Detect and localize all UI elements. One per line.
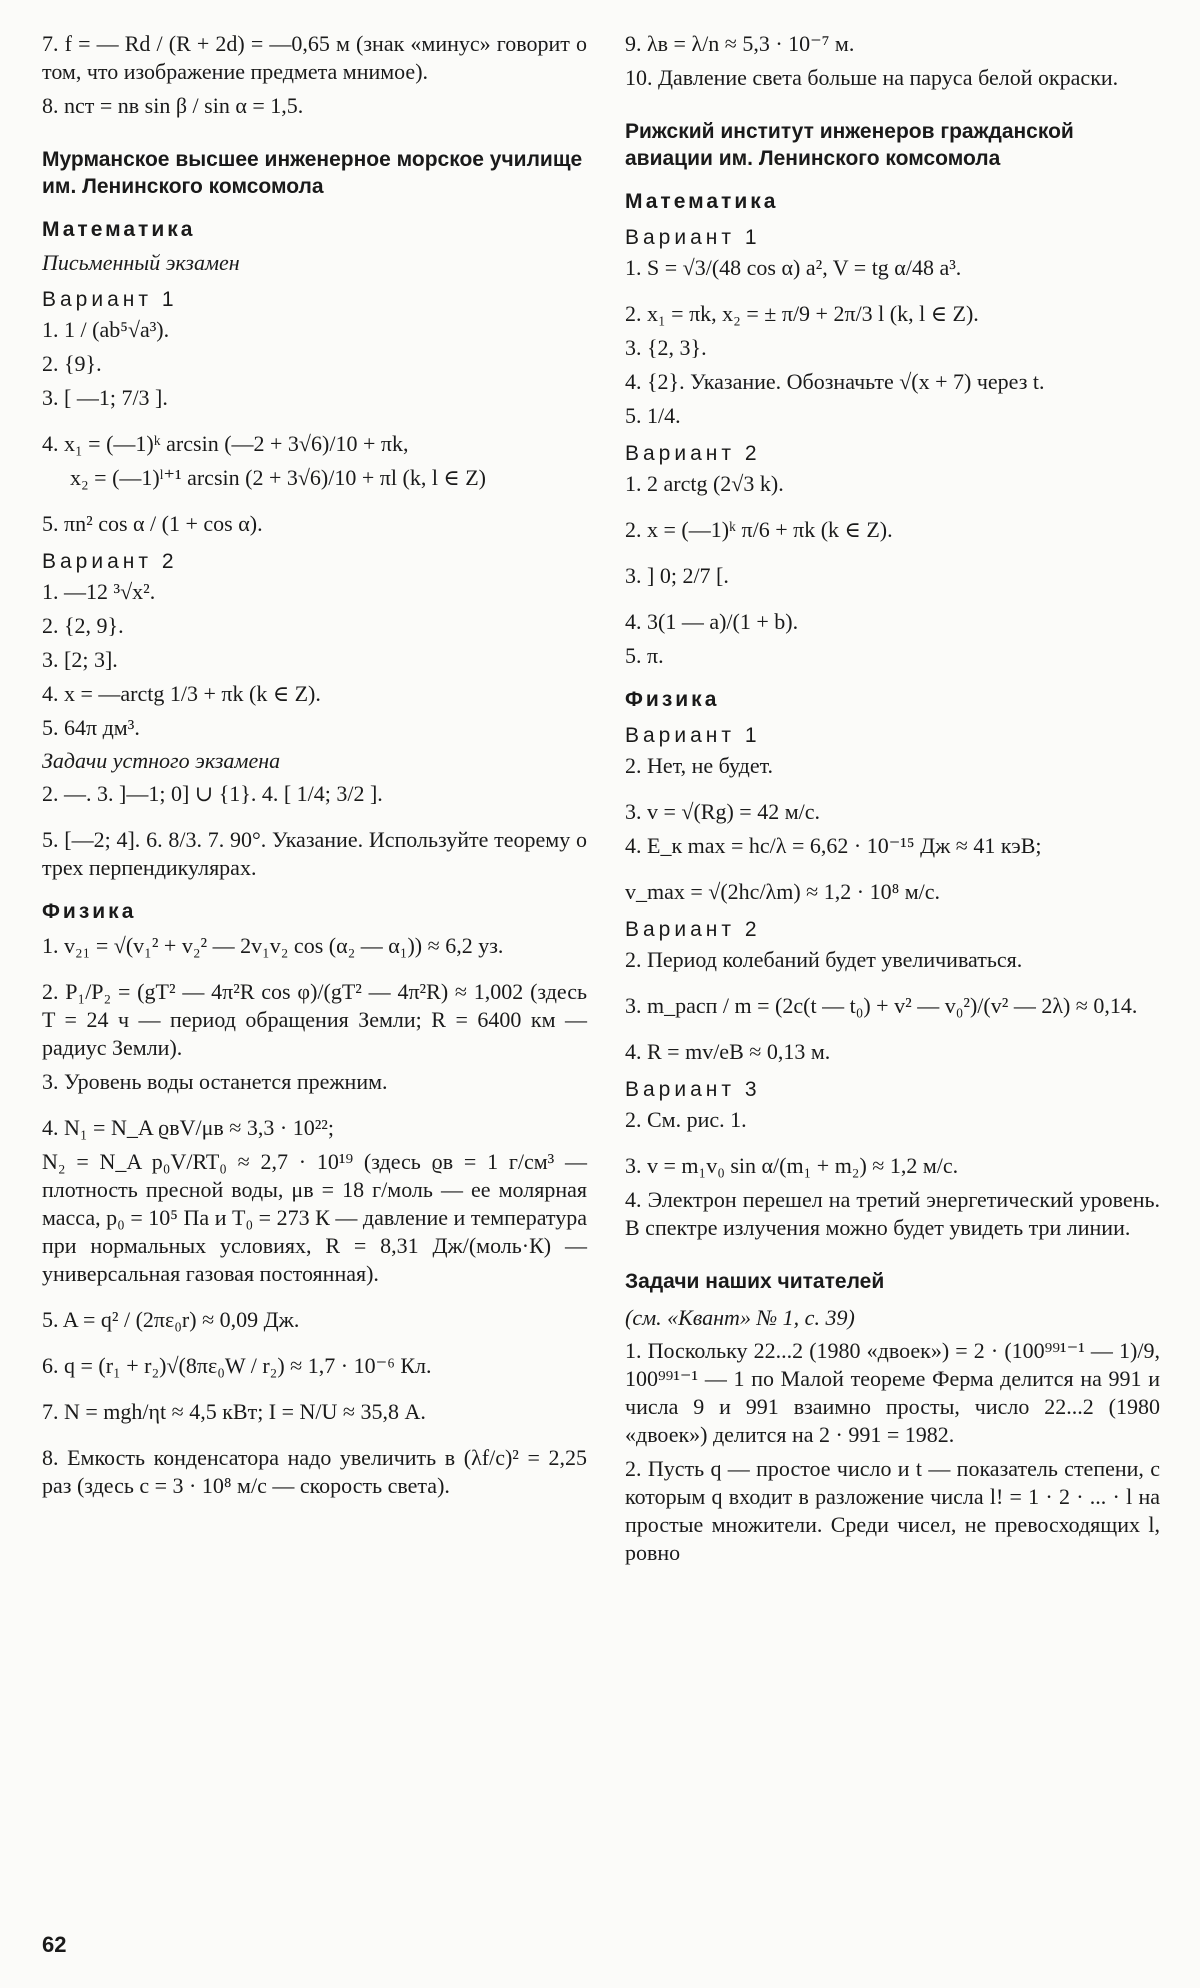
answer-line: x₂ = (—1)ˡ⁺¹ arcsin (2 + 3√6)/10 + πl (k, l ∈ Z) xyxy=(70,465,486,490)
answer-line: 3. Уровень воды останется прежним. xyxy=(42,1069,388,1094)
variant-label: Вариант 3 xyxy=(625,1078,761,1101)
answer-line: 4. x₁ = (—1)ᵏ arcsin (—2 + 3√6)/10 + πk, xyxy=(42,431,409,456)
right-column xyxy=(625,30,1160,1573)
answer-line: 3. v = √(Rg) = 42 м/с. xyxy=(625,799,821,824)
answer-line: 2. —. 3. ]—1; 0] ∪ {1}. 4. [ 1/4; 3/2 ]. xyxy=(42,781,383,806)
answer-line: 3. {2, 3}. xyxy=(625,335,707,360)
answer-line: 2. Нет, не будет. xyxy=(625,753,774,778)
variant-label: Вариант 2 xyxy=(625,918,761,941)
answer-line: 4. x = —arctg 1/3 + πk (k ∈ Z). xyxy=(42,681,321,706)
answer-line: 2. См. рис. 1. xyxy=(625,1107,747,1132)
answer-line: 2. P₁/P₂ = (gT² — 4π²R cos φ)/(gT² — 4π²R) ≈ 1,002 (здесь T = 24 ч — период обращения Земли; R = 6400 км — радиус Земли). xyxy=(42,979,587,1060)
answer-line: 7. N = mgh/ηt ≈ 4,5 кВт; I = N/U ≈ 35,8 А. xyxy=(42,1399,426,1424)
answer-line: 5. A = q² / (2πε₀r) ≈ 0,09 Дж. xyxy=(42,1307,300,1332)
variant-label: Вариант 2 xyxy=(42,550,178,573)
variant-label: Вариант 1 xyxy=(42,288,178,311)
answer-line: 4. Электрон перешел на третий энергетический уровень. В спектре излучения можно будет увидеть три линии. xyxy=(625,1187,1160,1240)
institute-title: Рижский институт инженеров гражданской авиации им. Ленинского комсомола xyxy=(625,120,1074,170)
section-title-math: Математика xyxy=(625,190,779,213)
answer-line: 2. {9}. xyxy=(42,351,102,376)
answer-line: 5. π. xyxy=(625,643,664,668)
answer-line: 8. Емкость конденсатора надо увеличить в (λf/c)² = 2,25 раз (здесь c = 3 · 10⁸ м/с — скорость света). xyxy=(42,1445,587,1498)
answer-line: N₂ = N_A p₀V/RT₀ ≈ 2,7 · 10¹⁹ (здесь ϱв = 1 г/см³ — плотность пресной воды, μв = 18 г/моль — ее молярная масса, p₀ = 10⁵ Па и T₀ = 273 К — давление и температура при нормальных условиях, R = 8,31 Дж/(моль·К) — универсальная газовая постоянная). xyxy=(42,1149,587,1286)
answer-line: 3. [ —1; 7/3 ]. xyxy=(42,385,168,410)
answer-line: 3. ] 0; 2/7 [. xyxy=(625,563,729,588)
answer-line: 1. 1 / (ab⁵√a³). xyxy=(42,317,170,342)
variant-label: Вариант 2 xyxy=(625,442,761,465)
answer-line: 7. f = — Rd / (R + 2d) = —0,65 м (знак «минус» говорит о том, что изображение предмета мнимое). xyxy=(42,31,587,84)
answer-line: 4. E_к max = hc/λ = 6,62 · 10⁻¹⁵ Дж ≈ 41 кэВ; xyxy=(625,833,1042,858)
written-exam-heading: Письменный экзамен xyxy=(42,250,240,275)
answer-line: 3. [2; 3]. xyxy=(42,647,118,672)
answer-line: 5. 1/4. xyxy=(625,403,681,428)
variant-label: Вариант 1 xyxy=(625,724,761,747)
answer-line: 3. v = m₁v₀ sin α/(m₁ + m₂) ≈ 1,2 м/с. xyxy=(625,1153,959,1178)
answer-line: 8. nст = nв sin β / sin α = 1,5. xyxy=(42,93,304,118)
variant-label: Вариант 1 xyxy=(625,226,761,249)
answer-line: 2. Пусть q — простое число и t — показатель степени, с которым q входит в разложение числа l! = 1 · 2 · ... · l на простые множители. Среди чисел, не превосходящих l, ровно xyxy=(625,1456,1160,1565)
institute-title: Мурманское высшее инженерное морское училище им. Ленинского комсомола xyxy=(42,148,583,198)
answer-line: 1. Поскольку 22...2 (1980 «двоек») = 2 · (100⁹⁹¹⁻¹ — 1)/9, 100⁹⁹¹⁻¹ — 1 по Малой теореме Ферма делится на 991 и числа 9 и 991 взаимно просты, число 22...2 (1980 «двоек») делится на 2 · 991 = 1982. xyxy=(625,1338,1160,1447)
answer-line: v_max = √(2hc/λm) ≈ 1,2 · 10⁸ м/с. xyxy=(625,879,941,904)
left-column xyxy=(42,30,587,1506)
readers-problems-title: Задачи наших читателей xyxy=(625,1270,885,1293)
answer-line: 4. {2}. Указание. Обозначьте √(x + 7) через t. xyxy=(625,369,1045,394)
answer-line: 1. v₂₁ = √(v₁² + v₂² — 2v₁v₂ cos (α₂ — α₁)) ≈ 6,2 уз. xyxy=(42,933,504,958)
answer-line: 9. λв = λ/n ≈ 5,3 · 10⁻⁷ м. xyxy=(625,31,855,56)
answer-line: 4. 3(1 — a)/(1 + b). xyxy=(625,609,799,634)
answer-line: 4. R = mv/eB ≈ 0,13 м. xyxy=(625,1039,831,1064)
readers-problems-reference: (см. «Квант» № 1, с. 39) xyxy=(625,1305,855,1330)
page-number: 62 xyxy=(42,1932,67,1957)
answer-line: 1. 2 arctg (2√3 k). xyxy=(625,471,784,496)
answer-line: 6. q = (r₁ + r₂)√(8πε₀W / r₂) ≈ 1,7 · 10⁻⁶ Кл. xyxy=(42,1353,432,1378)
section-title-physics: Физика xyxy=(42,900,137,923)
section-title-math: Математика xyxy=(42,218,196,241)
answer-line: 3. m_расп / m = (2c(t — t₀) + v² — v₀²)/(v² — 2λ) ≈ 0,14. xyxy=(625,993,1138,1018)
section-title-physics: Физика xyxy=(625,688,720,711)
answer-line: 2. Период колебаний будет увеличиваться. xyxy=(625,947,1023,972)
answer-line: 2. {2, 9}. xyxy=(42,613,124,638)
answer-line: 5. [—2; 4]. 6. 8/3. 7. 90°. Указание. Используйте теорему о трех перпендикулярах. xyxy=(42,827,587,880)
answer-line: 5. 64π дм³. xyxy=(42,715,140,740)
answer-line: 2. x₁ = πk, x₂ = ± π/9 + 2π/3 l (k, l ∈ Z). xyxy=(625,301,979,326)
answer-line: 4. N₁ = N_A ϱвV/μв ≈ 3,3 · 10²²; xyxy=(42,1115,334,1140)
answer-line: 2. x = (—1)ᵏ π/6 + πk (k ∈ Z). xyxy=(625,517,893,542)
answer-line: 1. S = √3/(48 cos α) a², V = tg α/48 a³. xyxy=(625,255,962,280)
oral-exam-heading: Задачи устного экзамена xyxy=(42,748,281,773)
answer-line: 10. Давление света больше на паруса белой окраски. xyxy=(625,65,1119,90)
answer-line: 1. —12 ³√x². xyxy=(42,579,156,604)
answer-line: 5. πn² cos α / (1 + cos α). xyxy=(42,511,263,536)
